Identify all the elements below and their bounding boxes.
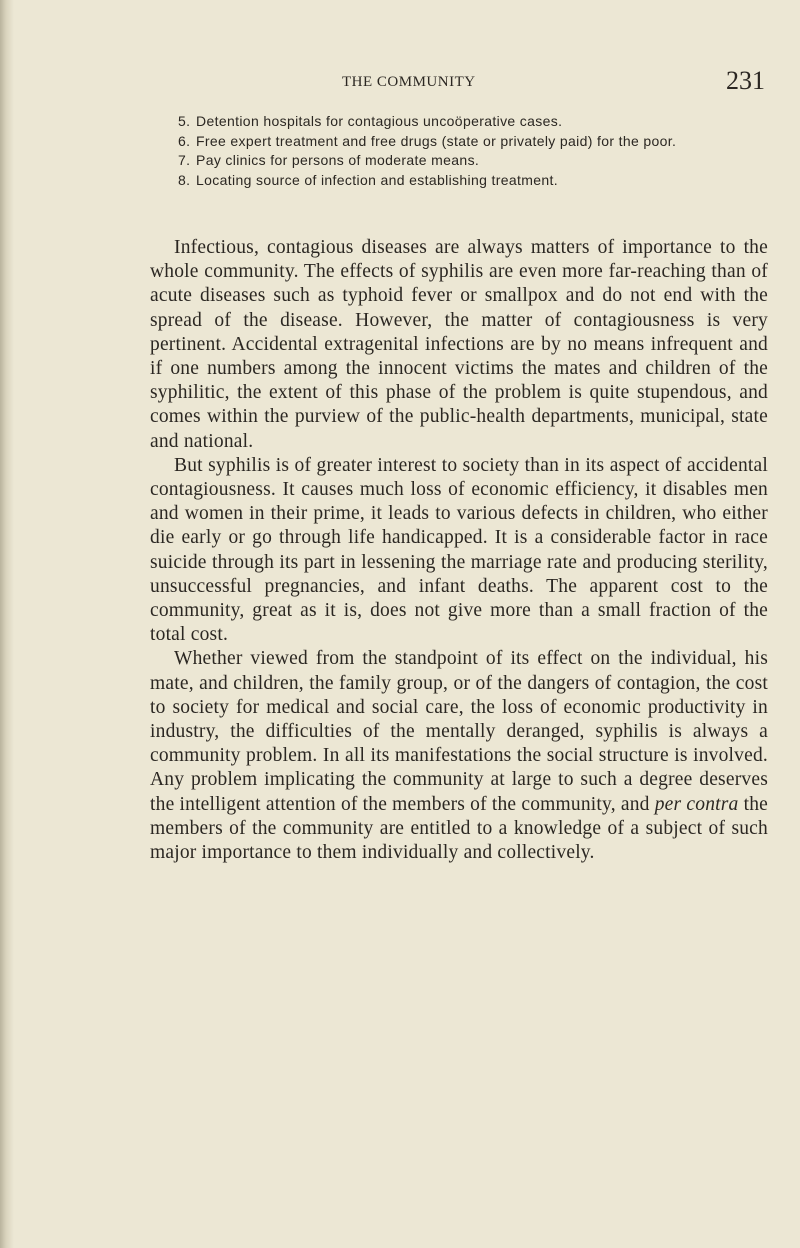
numbered-list (178, 112, 768, 190)
list-item (178, 112, 768, 132)
paragraph-3-text-start: Whether viewed from the standpoint of its effect on the individual, his mate, and children, the family group, or of the dangers of contagion, the cost to society for medical and social care, the loss of economic productivity in industry, the difficulties of the mentally deranged, syphilis is always a community problem. In all its manifestations the social structure is involved. Any problem implicating the community at large to such a degree deserves the intelligent attention of the members of the community, and (150, 648, 768, 815)
paragraph-2: But syphilis is of greater interest to society than in its aspect of accidental contagiousness. It causes much loss of economic efficiency, it disables men and women in their prime, it leads to various defects in children, who either die early or go through life handicapped. It is a considerable factor in race suicide through its part in lessening the marriage rate and producing sterility, unsuccessful pregnancies, and infant deaths. The apparent cost to the community, great as it is, does not give more than a small fraction of the total cost. (150, 454, 768, 646)
list-item-number: 8. (178, 171, 191, 188)
list-item-number: 5. (178, 113, 191, 129)
list-item-number: 7. (178, 152, 191, 168)
paragraph-3 (150, 647, 768, 865)
list-item-number: 6. (178, 132, 191, 149)
list-item (178, 132, 768, 152)
list-item-text: Pay clinics for persons of moderate means. (196, 152, 480, 168)
list-item (178, 171, 768, 191)
body-text (150, 236, 768, 865)
list-item-text: Detention hospitals for contagious uncoöperative cases. (196, 113, 563, 129)
page-number: 231 (726, 66, 765, 95)
paragraph-1: Infectious, contagious diseases are always matters of importance to the whole community. The effects of syphilis are even more far-reaching than of acute diseases such as typhoid fever or smallpox and do not end with the spread of the disease. However, the matter of contagiousness is very pertinent. Accidental extragenital infections are by no means infrequent and if one numbers among the innocent victims the mates and children of the syphilitic, the extent of this phase of the problem is quite stupendous, and comes within the purview of the public-health departments, municipal, state and national. (150, 237, 768, 452)
running-title: THE COMMUNITY (342, 74, 476, 90)
paragraph-3-italic-phrase: per contra (654, 793, 739, 815)
list-item (178, 151, 768, 171)
paragraph-3-text-end: the members of the community are entitled to a knowledge of a subject of such major importance to them individually and collectively. (150, 793, 769, 864)
list-item-text: Locating source of infection and establishing treatment. (196, 171, 559, 188)
list-item-text: Free expert treatment and free drugs (state or privately paid) for the poor. (196, 132, 677, 149)
page-binding-edge (0, 0, 14, 1248)
page-header (0, 66, 800, 96)
